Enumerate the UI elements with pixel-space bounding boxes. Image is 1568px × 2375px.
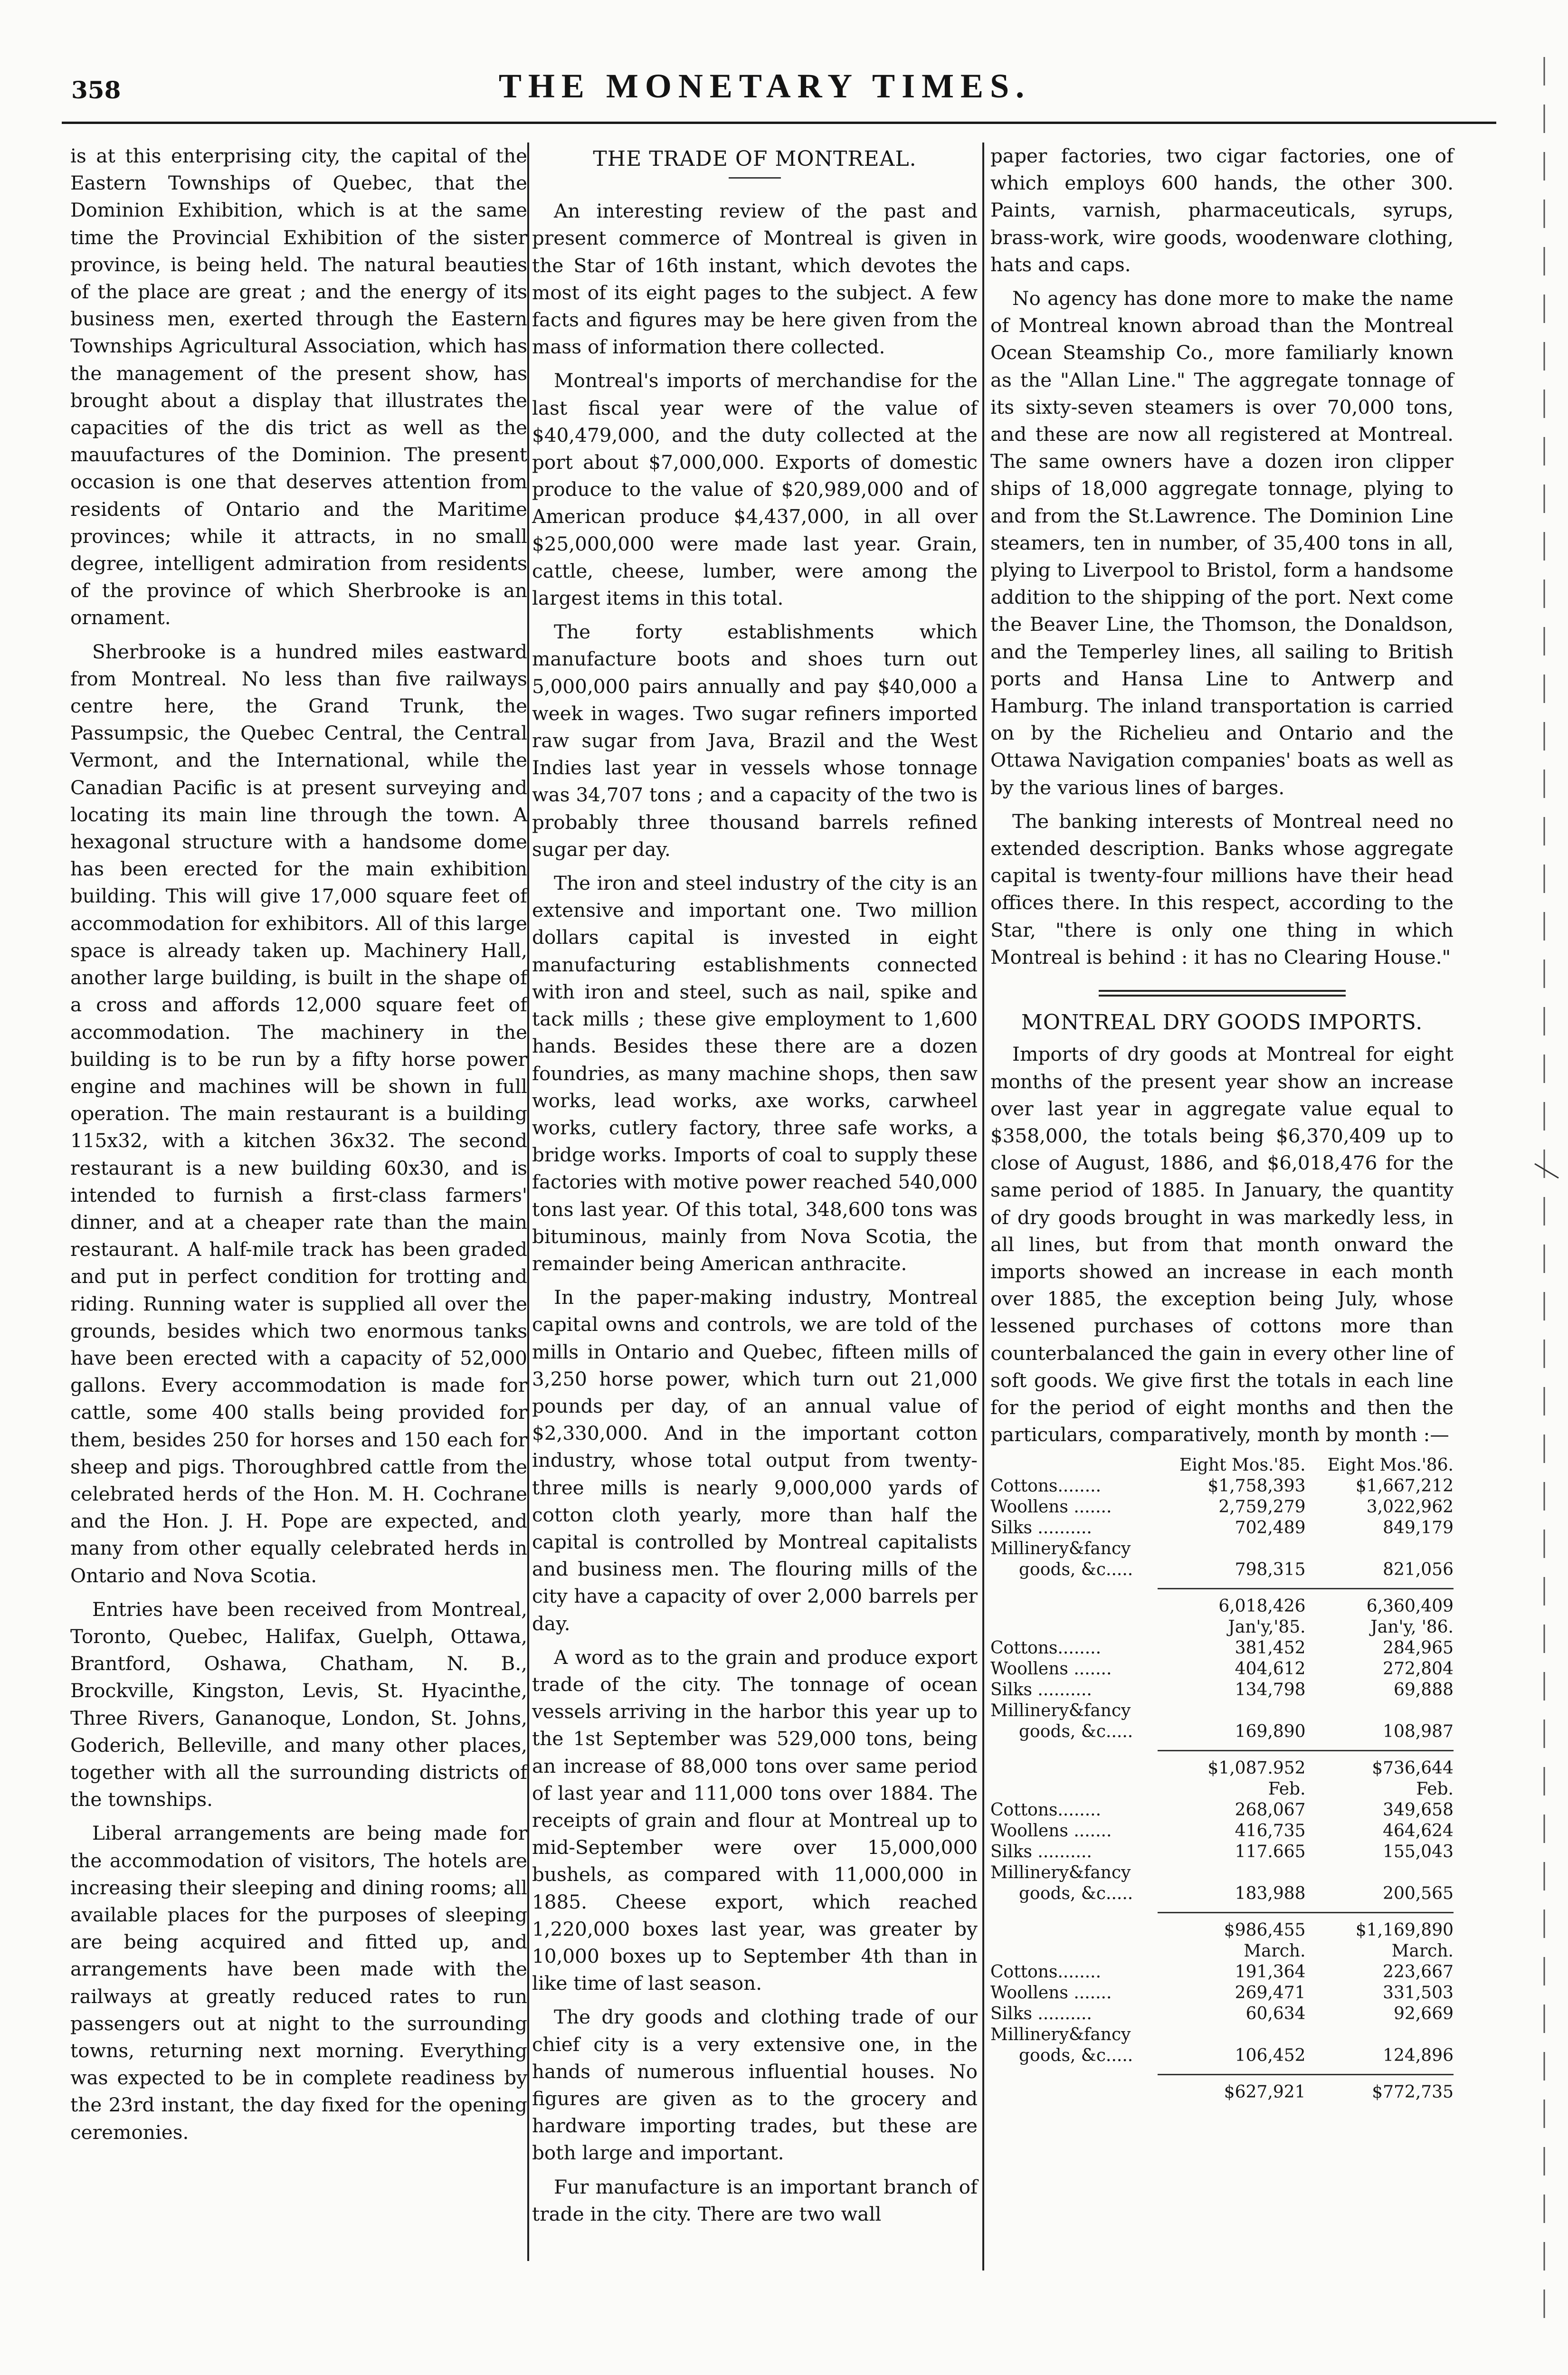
table-row xyxy=(990,1883,1454,1904)
cell-value: 404,612 xyxy=(1235,1659,1306,1679)
row-label: Cottons........ xyxy=(990,1638,1102,1658)
table-row xyxy=(990,1862,1454,1883)
dry-goods-table xyxy=(990,1455,1454,2103)
row-label: goods, &c..... xyxy=(1019,1722,1133,1742)
cell-value: 702,489 xyxy=(1235,1518,1306,1538)
total-row xyxy=(990,2075,1454,2103)
table-row xyxy=(990,1962,1454,1983)
masthead: THE MONETARY TIMES. xyxy=(498,67,1031,105)
cell-value: $1,667,212 xyxy=(1355,1476,1454,1496)
table-row xyxy=(990,1559,1454,1580)
row-label: Woollens ....... xyxy=(990,1659,1112,1679)
row-label: Silks .......... xyxy=(990,1518,1092,1538)
total-value: $627,921 xyxy=(1158,2075,1305,2103)
cell-value: 416,735 xyxy=(1235,1821,1306,1841)
total-value: 6,018,426 xyxy=(1158,1589,1305,1617)
table-row xyxy=(990,1476,1454,1497)
cell-value: 849,179 xyxy=(1383,1518,1454,1538)
table-row xyxy=(990,1518,1454,1539)
cell-value: 349,658 xyxy=(1383,1800,1454,1820)
table-row xyxy=(990,1638,1454,1659)
total-value: 6,360,409 xyxy=(1306,1589,1454,1617)
column-1 xyxy=(70,142,527,2153)
table-row xyxy=(990,1539,1454,1559)
row-label: Woollens ....... xyxy=(990,1497,1112,1517)
table-row xyxy=(990,1821,1454,1842)
cell-value: 464,624 xyxy=(1383,1821,1454,1841)
table-header-row xyxy=(990,1455,1454,1476)
paragraph: A word as to the grain and produce export trade of the city. The tonnage of ocean vessels arriving in the harbor this year up to the 1st September was 529,000 tons, being an increase of 88,000 tons over same period of last year and 111,000 tons over 1884. The receipts of grain and flour at Montreal up to mid-September were over 15,000,000 bushels, as compared with 11,000,000 in 1885. Cheese export, which reached 1,220,000 boxes last year, was greater by 10,000 boxes up to September 4th than in like time of last season. xyxy=(532,1645,978,1995)
gap-row xyxy=(990,1580,1454,1589)
cell-value: 124,896 xyxy=(1383,2046,1454,2066)
cell-value: 155,043 xyxy=(1383,1842,1454,1862)
total-value: $986,455 xyxy=(1158,1913,1305,1941)
cell-value: 200,565 xyxy=(1383,1884,1454,1904)
page-number: 358 xyxy=(71,76,121,104)
table-row xyxy=(990,2024,1454,2045)
table-row xyxy=(990,2045,1454,2066)
period-label: March. xyxy=(1391,1941,1454,1961)
cell-value: 3,022,962 xyxy=(1366,1497,1454,1517)
period-label: March. xyxy=(1244,1941,1306,1961)
gap-row xyxy=(990,1742,1454,1751)
header-rule xyxy=(62,122,1496,124)
row-label: Cottons........ xyxy=(990,1800,1102,1820)
row-label: Woollens ....... xyxy=(990,1821,1112,1841)
total-row xyxy=(990,1589,1454,1617)
total-value: $1,087.952 xyxy=(1158,1751,1305,1779)
period-header-row xyxy=(990,1779,1454,1800)
row-label: goods, &c..... xyxy=(1019,1560,1133,1580)
table-row xyxy=(990,1700,1454,1721)
column-3 xyxy=(990,142,1454,2103)
cell-value: 269,471 xyxy=(1235,1983,1306,2003)
paragraph: The banking interests of Montreal need no extended description. Banks whose aggregate capital is twenty-four millions have their head offices there. In this respect, according to the Star, "there is only one thing in which Montreal is behind : it has no Clearing House." xyxy=(990,809,1454,969)
column-header: Eight Mos.'86. xyxy=(1327,1455,1454,1475)
paragraph: The iron and steel industry of the city is an extensive and important one. Two million dollars capital is invested in eight manufacturing establishments connected with iron and steel, such as nail, spike and tack mills ; these give employment to 1,600 hands. Besides these there are a dozen foundries, as many machine shops, then saw works, lead works, axe works, carwheel works, cutlery factory, three safe works, a bridge works. Imports of coal to supply these factories with motive power reached 540,000 tons last year. Of this total, 348,600 tons was bituminous, mainly from Nova Scotia, the remainder being American anthracite. xyxy=(532,872,978,1275)
cell-value: 92,669 xyxy=(1394,2004,1454,2024)
total-row xyxy=(990,1751,1454,1779)
table-row xyxy=(990,1497,1454,1518)
gap-row xyxy=(990,2066,1454,2075)
paragraph: In the paper-making industry, Montreal capital owns and controls, we are told of the mills in Ontario and Quebec, fifteen mills of 3,250 horse power, which turn out 21,000 pounds per day, of an annual value of $2,330,000. And in the important cotton industry, whose total output from twenty-three mills is nearly 9,000,000 yards of cotton cloth yearly, more than half the capital is controlled by Montreal capitalists and business men. The flouring mills of the city have a capacity of over 2,000 barrels per day. xyxy=(532,1286,978,1635)
row-label: Millinery&fancy xyxy=(990,1701,1131,1721)
row-label: Silks .......... xyxy=(990,2004,1092,2024)
total-value: $772,735 xyxy=(1306,2075,1454,2103)
paragraph: Sherbrooke is a hundred miles eastward from Montreal. No less than five railways centre here, the Grand Trunk, the Passumpsic, the Quebec Central, the Central Vermont, and the International, while the Canadian Pacific is at present surveying and locating its main line through the town. A hexagonal structure with a handsome dome has been erected for the main exhibition building. This will give 17,000 square feet of accommodation for exhibitors. All of this large space is already taken up. Machinery Hall, another large building, is built in the shape of a cross and affords 12,000 square feet of accommodation. The machinery in the building is to be run by a fifty horse power engine and machines will be shown in full operation. The main restaurant is a building 115x32, with a kitchen 36x32. The second restaurant is a new building 60x30, and is intended to furnish a first-class farmers' dinner, and at a cheaper rate than the main restaurant. A half-mile track has been graded and put in perfect condition for trotting and riding. Running water is supplied all over the grounds, besides which two enormous tanks have been erected with a capacity of 52,000 gallons. Every accommodation is made for cattle, some 400 stalls being provided for them, besides 250 for horses and 150 each for sheep and pigs. Thoroughbred cattle from the celebrated herds of the Hon. M. H. Cochrane and the Hon. J. H. Pope are expected, and many from other equally celebrated herds in Ontario and Nova Scotia. xyxy=(70,640,527,1587)
cell-value: 2,759,279 xyxy=(1218,1497,1306,1517)
heading-rule xyxy=(729,177,781,179)
paragraph: Imports of dry goods at Montreal for eight months of the present year show an increase over last year in aggregate value equal to $358,000, the totals being $6,370,409 up to close of August, 1886, and $6,018,476 for the same period of 1885. In January, the quantity of dry goods brought in was markedly less, in all lines, but from that month onward the imports showed an increase in each month over 1885, the exception being July, whose lessened purchases of cottons more than counterbalanced the gain in every other line of soft goods. We give first the totals in each line for the period of eight months and then the particulars, comparatively, month by month :— xyxy=(990,1043,1454,1446)
cell-value: 134,798 xyxy=(1235,1680,1306,1700)
cell-value: 798,315 xyxy=(1235,1560,1306,1580)
row-label: Millinery&fancy xyxy=(990,1863,1131,1883)
article-heading: MONTREAL DRY GOODS IMPORTS. xyxy=(1021,1010,1423,1035)
paragraph: Liberal arrangements are being made for the accommodation of visitors, The hotels are increasing their sleeping and dining rooms; all available places for the purposes of sleeping are being acquired and fitted up, and arrangements have been made with the railways at greatly reduced rates to run passengers out at night to the surrounding towns, returning next morning. Everything was expected to be in complete readiness by the 23rd instant, the day fixed for the opening ceremonies. xyxy=(70,1822,527,2144)
paragraph: Entries have been received from Montreal, Toronto, Quebec, Halifax, Guelph, Ottawa, Brantford, Oshawa, Chatham, N. B., Brockville, Kingston, Levis, St. Hyacinthe, Three Rivers, Gananoque, London, St. Johns, Goderich, Belleville, and many other places, together with all the surrounding districts of the townships. xyxy=(70,1597,527,1811)
row-label: Woollens ....... xyxy=(990,1983,1112,2003)
cell-value: 284,965 xyxy=(1383,1638,1454,1658)
cell-value: 169,890 xyxy=(1235,1722,1306,1742)
cell-value: 272,804 xyxy=(1383,1659,1454,1679)
table-row xyxy=(990,1680,1454,1700)
period-label: Jan'y, '86. xyxy=(1370,1617,1454,1637)
section-divider xyxy=(1099,990,1346,997)
table-row xyxy=(990,1983,1454,2004)
paragraph: No agency has done more to make the name of Montreal known abroad than the Montreal Ocean Steamship Co., more familiarly known as the "Allan Line." The aggregate tonnage of its sixty-seven steamers is over 70,000 tons, and these are now all registered at Montreal. The same owners have a dozen iron clipper ships of 18,000 aggregate tonnage, plying to and from the St.Lawrence. The Dominion Line steamers, ten in number, of 35,400 tons in all, plying to Liverpool to Bristol, form a handsome addition to the shipping of the port. Next come the Beaver Line, the Thomson, the Donaldson, and the Temperley lines, all sailing to British ports and Hansa Line to Antwerp and Hamburg. The inland transportation is carried on by the Richelieu and Ontario and the Ottawa Navigation companies' boats as well as by the various lines of barges. xyxy=(990,287,1454,799)
table-row xyxy=(990,1842,1454,1862)
period-label: Feb. xyxy=(1268,1779,1306,1799)
table-row xyxy=(990,2004,1454,2024)
paragraph: paper factories, two cigar factories, one of which employs 600 hands, the other 300. Paints, varnish, pharmaceuticals, syrups, brass-work, wire goods, woodenware clothing, hats and caps. xyxy=(990,144,1454,276)
period-header-row xyxy=(990,1617,1454,1638)
cell-value: 223,667 xyxy=(1383,1962,1454,1982)
row-label: goods, &c..... xyxy=(1019,2046,1133,2066)
paragraph: Montreal's imports of merchandise for the last fiscal year were of the value of $40,479,000, and the duty collected at the port about $7,000,000. Exports of domestic produce to the value of $20,989,000 and of American produce $4,437,000, in all over $25,000,000 were made last year. Grain, cattle, cheese, lumber, were among the largest items in this total. xyxy=(532,369,978,610)
column-divider-1 xyxy=(527,142,529,2261)
cell-value: 108,987 xyxy=(1383,1722,1454,1742)
period-label: Feb. xyxy=(1416,1779,1454,1799)
row-label: Cottons........ xyxy=(990,1476,1102,1496)
article-heading: THE TRADE OF MONTREAL. xyxy=(593,147,917,171)
total-row xyxy=(990,1913,1454,1941)
cell-value: $1,758,393 xyxy=(1207,1476,1306,1496)
total-value: $736,644 xyxy=(1306,1751,1454,1779)
table-row xyxy=(990,1659,1454,1680)
gap-row xyxy=(990,1904,1454,1913)
row-label: Millinery&fancy xyxy=(990,1539,1131,1559)
cell-value: 381,452 xyxy=(1235,1638,1306,1658)
paragraph: is at this enterprising city, the capital of the Eastern Townships of Quebec, that the Dominion Exhibition, which is at the same time the Provincial Exhibition of the sister province, is being held. The natural beauties of the place are great ; and the energy of its business men, exerted through the Eastern Townships Agricultural Association, which has the management of the present show, has brought about a display that illustrates the capacities of the dis trict as well as the mauufactures of the Dominion. The present occasion is one that deserves attention from residents of Ontario and the Maritime provinces; while it attracts, in no small degree, intelligent admiration from residents of the province of which Sherbrooke is an ornament. xyxy=(70,144,527,629)
cell-value: 183,988 xyxy=(1235,1884,1306,1904)
cell-value: 821,056 xyxy=(1383,1560,1454,1580)
row-label: Silks .......... xyxy=(990,1842,1092,1862)
cell-value: 191,364 xyxy=(1235,1962,1306,1982)
cell-value: 69,888 xyxy=(1394,1680,1454,1700)
paragraph: Fur manufacture is an important branch of trade in the city. There are two wall xyxy=(532,2175,978,2225)
paragraph: The dry goods and clothing trade of our chief city is a very extensive one, in the hands of numerous influential houses. No figures are given as to the grocery and hardware importing trades, but these are both large and important. xyxy=(532,2005,978,2165)
cell-value: 117.665 xyxy=(1235,1842,1306,1862)
total-value: $1,169,890 xyxy=(1306,1913,1454,1941)
column-divider-2 xyxy=(982,142,984,2270)
cell-value: 106,452 xyxy=(1235,2046,1306,2066)
row-label: Cottons........ xyxy=(990,1962,1102,1982)
column-2 xyxy=(532,142,978,2234)
row-label: Silks .......... xyxy=(990,1680,1092,1700)
period-label: Jan'y,'85. xyxy=(1228,1617,1306,1637)
paragraph: An interesting review of the past and present commerce of Montreal is given in the Star of 16th instant, which devotes the most of its eight pages to the subject. A few facts and figures may be here given from the mass of information there collected. xyxy=(532,200,978,359)
row-label: Millinery&fancy xyxy=(990,2025,1131,2045)
row-label: goods, &c..... xyxy=(1019,1884,1133,1904)
table-row xyxy=(990,1800,1454,1821)
cell-value: 268,067 xyxy=(1235,1800,1306,1820)
period-header-row xyxy=(990,1941,1454,1962)
column-header: Eight Mos.'85. xyxy=(1179,1455,1306,1475)
table-row xyxy=(990,1721,1454,1742)
cell-value: 60,634 xyxy=(1245,2004,1306,2024)
page-edge-marks xyxy=(1525,0,1568,2375)
cell-value: 331,503 xyxy=(1383,1983,1454,2003)
paragraph: The forty establishments which manufacture boots and shoes turn out 5,000,000 pairs annually and pay $40,000 a week in wages. Two sugar refiners imported raw sugar from Java, Brazil and the West Indies last year in vessels whose tonnage was 34,707 tons ; and a capacity of the two is probably three thousand barrels refined sugar per day. xyxy=(532,620,978,861)
